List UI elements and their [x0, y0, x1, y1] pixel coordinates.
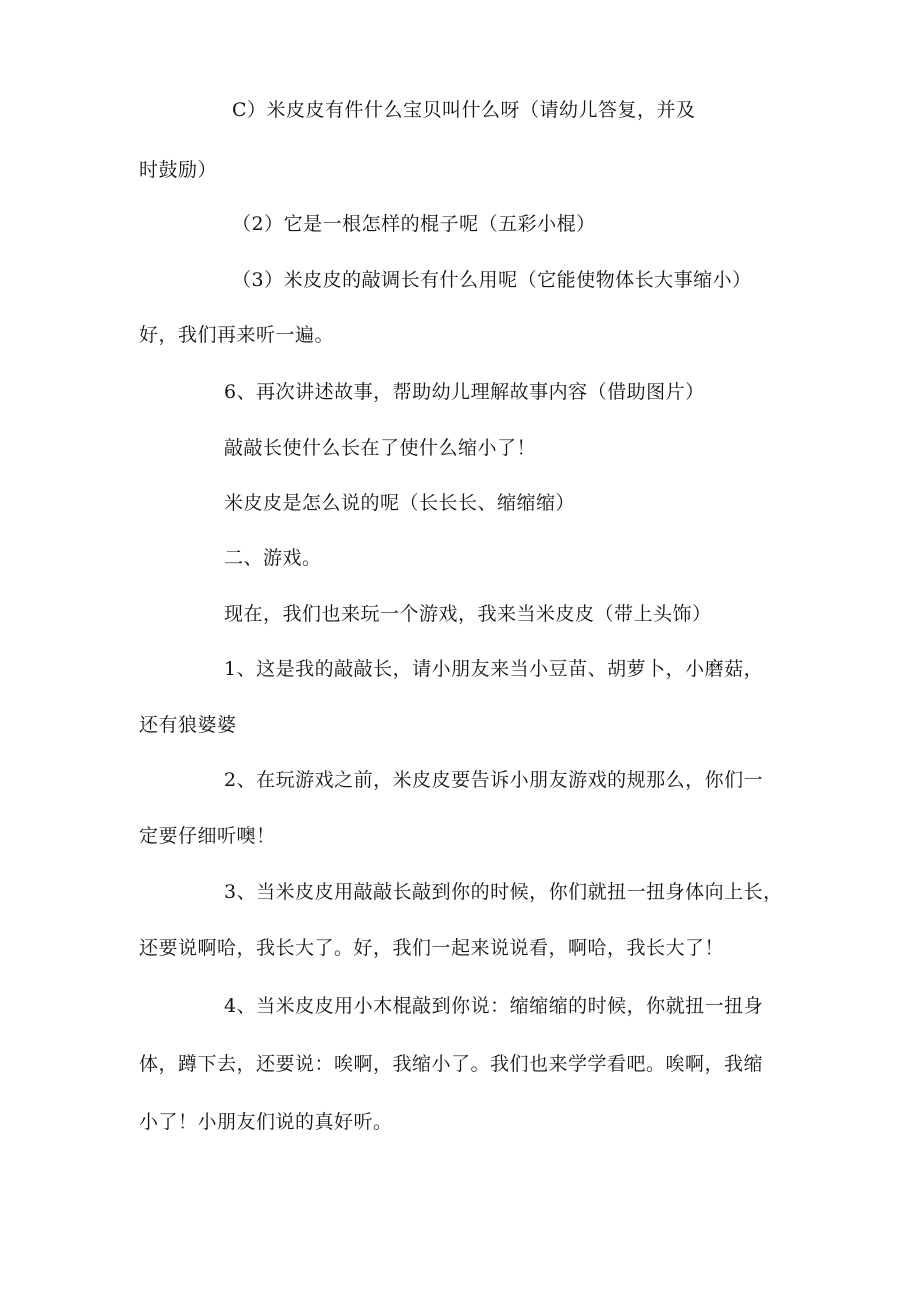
text-line: 3、当米皮皮用敲敲长敲到你的时候，你们就扭一扭身体向上长，	[224, 881, 783, 903]
text-line: 还要说啊哈，我长大了。好，我们一起来说说看，啊哈，我长大了！	[139, 937, 725, 959]
text-line: 1、这是我的敲敲长，请小朋友来当小豆苗、胡萝卜，小磨菇，	[224, 658, 764, 680]
text-line: 现在，我们也来玩一个游戏，我来当米皮皮（带上头饰）	[224, 603, 712, 625]
text-line: 小了！小朋友们说的真好听。	[139, 1111, 393, 1133]
text-line: 好，我们再来听一遍。	[139, 324, 335, 346]
text-line: 敲敲长使什么长在了使什么缩小了！	[224, 437, 537, 459]
text-line: 时鼓励）	[139, 159, 218, 181]
text-line: 定要仔细听噢！	[139, 825, 276, 847]
text-line: 米皮皮是怎么说的呢（长长长、缩缩缩）	[224, 492, 576, 514]
text-line: 4、当米皮皮用小木棍敲到你说：缩缩缩的时候，你就扭一扭身	[224, 995, 764, 1017]
text-line: （2）它是一根怎样的棍子呢（五彩小棍）	[232, 213, 596, 235]
text-line: C）米皮皮有件什么宝贝叫什么呀（请幼儿答复，并及	[232, 99, 696, 121]
text-line: 还有狼婆婆	[139, 714, 237, 736]
text-line: 2、在玩游戏之前，米皮皮要告诉小朋友游戏的规那么，你们一	[224, 769, 764, 791]
text-line: 6、再次讲述故事，帮助幼儿理解故事内容（借助图片）	[224, 381, 705, 403]
text-line: 体，蹲下去，还要说：唉啊，我缩小了。我们也来学学看吧。唉啊，我缩	[139, 1053, 764, 1075]
text-line: （3）米皮皮的敲调长有什么用呢（它能使物体长大事缩小）	[232, 269, 752, 291]
section-heading: 二、游戏。	[224, 547, 322, 569]
